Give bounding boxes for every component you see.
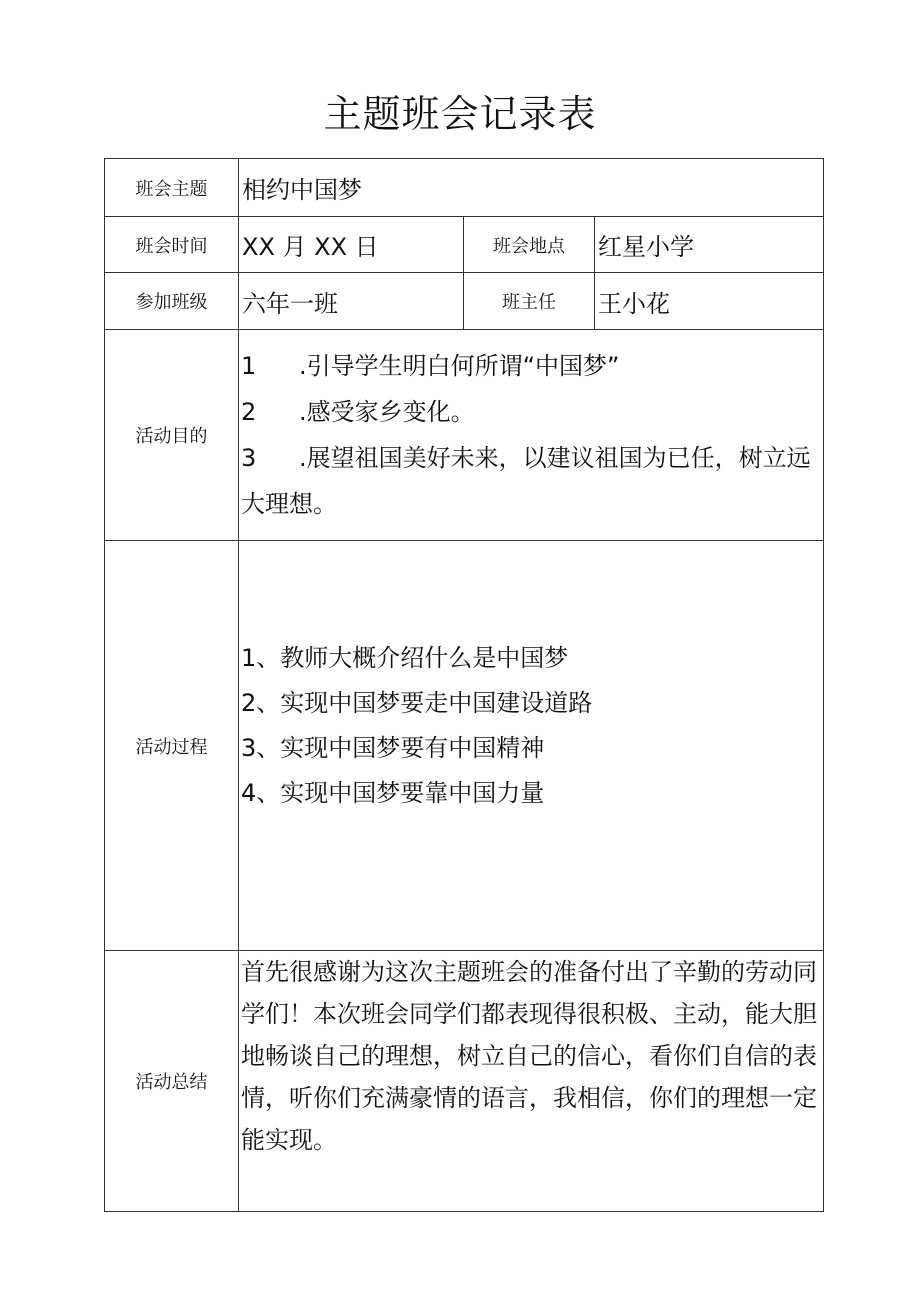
label-time: 班会时间: [105, 217, 239, 273]
value-place: 红星小学: [595, 217, 824, 273]
purpose-item: [241, 343, 817, 389]
purpose-item-text: .感受家乡变化。: [299, 398, 475, 426]
purpose-item-number: 3: [241, 444, 257, 472]
value-teacher: 王小花: [595, 273, 824, 330]
row-summary: [105, 951, 824, 1212]
value-topic: 相约中国梦: [239, 159, 824, 217]
process-item: 1、教师大概介绍什么是中国梦: [241, 644, 569, 672]
label-process: 活动过程: [105, 541, 239, 951]
row-topic: [105, 159, 824, 217]
value-class: 六年一班: [239, 273, 464, 330]
purpose-item: [241, 435, 817, 527]
label-place: 班会地点: [464, 217, 595, 273]
value-purpose: [239, 330, 824, 541]
purpose-item-number: 2: [241, 398, 257, 426]
value-process: [239, 541, 824, 951]
process-item: 3、实现中国梦要有中国精神: [241, 734, 545, 762]
purpose-item-text: .引导学生明白何所谓“中国梦”: [299, 352, 620, 380]
label-teacher: 班主任: [464, 273, 595, 330]
label-topic: 班会主题: [105, 159, 239, 217]
value-summary: 首先很感谢为这次主题班会的准备付出了辛勤的劳动同学们！本次班会同学们都表现得很积极、主动，能大胆地畅谈自己的理想，树立自己的信心，看你们自信的表情，听你们充满豪情的语言，我相信，你们的理想一定能实现。: [239, 951, 824, 1212]
record-table: [104, 158, 824, 1212]
row-process: [105, 541, 824, 951]
label-class: 参加班级: [105, 273, 239, 330]
row-purpose: [105, 330, 824, 541]
label-purpose: 活动目的: [105, 330, 239, 541]
label-summary: 活动总结: [105, 951, 239, 1212]
purpose-item-text: .展望祖国美好未来，以建议祖国为已任，树立远大理想。: [241, 444, 811, 518]
row-time-place: [105, 217, 824, 273]
value-time: XX 月 XX 日: [239, 217, 464, 273]
page-title: 主题班会记录表: [323, 92, 597, 136]
process-item: 4、实现中国梦要靠中国力量: [241, 779, 545, 807]
process-item: 2、实现中国梦要走中国建设道路: [241, 689, 593, 717]
row-class-teacher: [105, 273, 824, 330]
purpose-item: [241, 389, 817, 435]
purpose-item-number: 1: [241, 352, 257, 380]
